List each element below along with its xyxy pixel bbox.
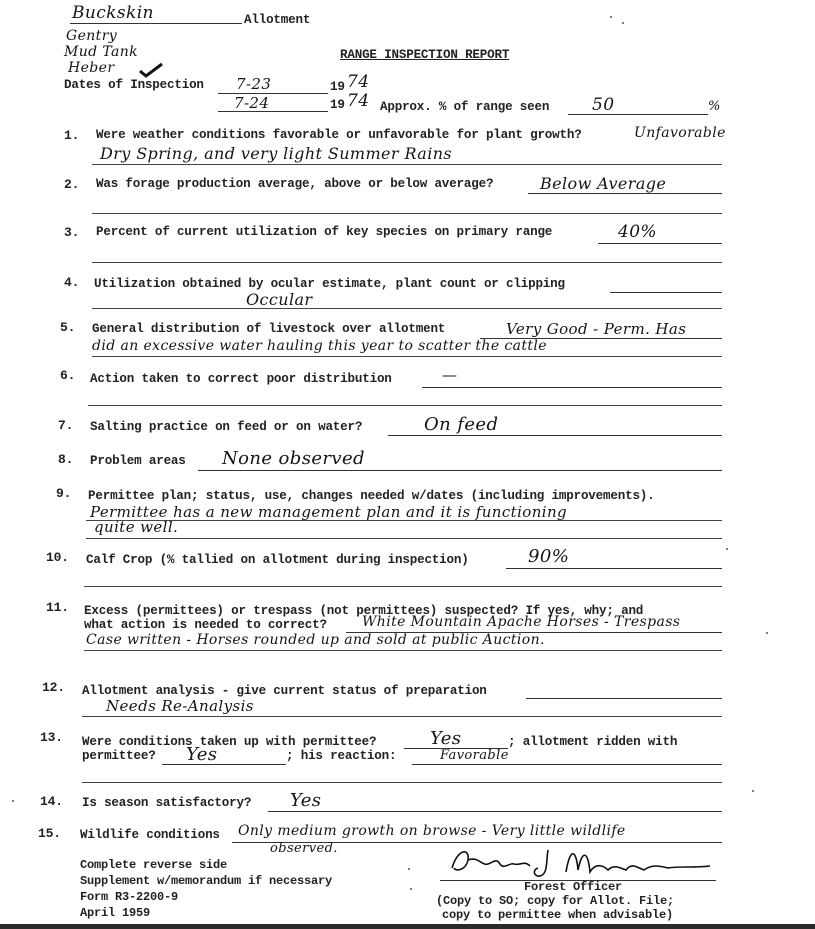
- allotment-name-1: Buckskin: [72, 3, 154, 23]
- question-13-answer: Yes: [430, 728, 462, 749]
- question-5-answer: Very Good - Perm. Has: [506, 320, 687, 338]
- report-title: RANGE INSPECTION REPORT: [340, 48, 510, 62]
- question-13-text: Were conditions taken up with permittee?: [82, 735, 377, 749]
- question-10-number: 10.: [46, 550, 69, 565]
- question-11-answer: White Mountain Apache Horses - Trespass: [362, 614, 681, 630]
- question-1-answer: Unfavorable: [634, 125, 726, 141]
- checkmark-icon: [138, 62, 164, 78]
- footer-supplement: Supplement w/memorandum if necessary: [80, 874, 333, 888]
- question-12-text: Allotment analysis - give current status of preparation: [82, 684, 487, 698]
- question-7-answer: On feed: [424, 414, 499, 435]
- question-11-answer-line-2: Case written - Horses rounded up and sold at public Auction.: [86, 632, 545, 648]
- question-2-text: Was forage production average, above or below average?: [96, 177, 494, 191]
- question-6-answer: —: [442, 366, 458, 384]
- question-13-number: 13.: [40, 730, 63, 745]
- question-3-answer: 40%: [618, 222, 657, 242]
- question-1-answer-line-2: Dry Spring, and very light Summer Rains: [100, 144, 453, 163]
- inspection-date-1: 7-23: [236, 75, 272, 93]
- question-15-answer-line-2: observed.: [270, 841, 338, 856]
- question-8-number: 8.: [58, 452, 74, 467]
- allotment-label: Allotment: [244, 13, 311, 27]
- question-5-number: 5.: [60, 320, 76, 335]
- question-4-answer: Occular: [246, 290, 313, 309]
- question-11-number: 11.: [46, 600, 69, 615]
- question-1-number: 1.: [64, 128, 80, 143]
- question-14-answer: Yes: [290, 790, 322, 811]
- year-label-2: 19: [330, 98, 345, 112]
- question-5-text: General distribution of livestock over allotment: [92, 322, 446, 336]
- scan-bottom-edge: [0, 924, 815, 929]
- question-4-text: Utilization obtained by ocular estimate, plant count or clipping: [94, 277, 565, 291]
- inspection-date-2: 7-24: [234, 94, 270, 112]
- question-15-text: Wildlife conditions: [80, 828, 220, 842]
- dates-of-inspection-label: Dates of Inspection: [64, 78, 204, 92]
- percent-range-seen: 50: [592, 95, 615, 115]
- question-13-text-line-3: ; his reaction:: [286, 749, 397, 763]
- question-11-text-line-2: what action is needed to correct?: [84, 618, 327, 632]
- question-1-text: Were weather conditions favorable or unfavorable for plant growth?: [96, 128, 582, 142]
- question-2-answer: Below Average: [540, 174, 667, 193]
- question-9-number: 9.: [56, 486, 72, 501]
- question-5-answer-line-2: did an excessive water hauling this year to scatter the cattle: [92, 338, 547, 354]
- question-4-number: 4.: [64, 275, 80, 290]
- question-11-text: Excess (permittees) or trespass (not permittees) suspected? If yes, why; and: [84, 604, 644, 618]
- copy-note-line-2: copy to permittee when advisable): [442, 908, 674, 922]
- question-13-text-line-2: permittee?: [82, 749, 156, 763]
- question-8-text: Problem areas: [90, 454, 186, 468]
- question-3-number: 3.: [64, 225, 80, 240]
- question-14-number: 14.: [40, 794, 63, 809]
- question-12-answer: Needs Re-Analysis: [106, 697, 254, 715]
- question-7-number: 7.: [58, 418, 74, 433]
- question-13-text-mid: ; allotment ridden with: [508, 735, 678, 749]
- question-9-text: Permittee plan; status, use, changes needed w/dates (including improvements).: [88, 489, 655, 503]
- question-15-answer: Only medium growth on browse - Very little wildlife: [238, 823, 626, 839]
- footer-form-date: April 1959: [80, 906, 151, 920]
- approx-range-seen-label: Approx. % of range seen: [380, 100, 550, 114]
- question-14-text: Is season satisfactory?: [82, 796, 252, 810]
- question-2-number: 2.: [64, 177, 80, 192]
- question-9-answer: Permittee has a new management plan and it is functioning: [90, 503, 568, 521]
- allotment-name-2: Gentry: [66, 28, 118, 44]
- copy-note-line-1: (Copy to SO; copy for Allot. File;: [436, 894, 675, 908]
- question-6-number: 6.: [60, 368, 76, 383]
- forest-officer-label: Forest Officer: [524, 880, 623, 894]
- question-3-text: Percent of current utilization of key species on primary range: [96, 225, 553, 239]
- year-2: 74: [347, 91, 370, 111]
- percent-sign: %: [708, 99, 721, 114]
- question-15-number: 15.: [38, 826, 61, 841]
- allotment-name-4: Heber: [68, 60, 115, 76]
- allotment-name-3: Mud Tank: [64, 44, 139, 60]
- footer-form-number: Form R3-2200-9: [80, 890, 179, 904]
- footer-complete-reverse: Complete reverse side: [80, 858, 228, 872]
- year-1: 74: [347, 72, 370, 92]
- question-13-answer-line-3: Favorable: [440, 748, 509, 763]
- question-6-text: Action taken to correct poor distribution: [90, 372, 392, 386]
- question-8-answer: None observed: [222, 448, 365, 469]
- question-12-number: 12.: [42, 680, 65, 695]
- question-10-answer: 90%: [528, 546, 570, 567]
- question-7-text: Salting practice on feed or on water?: [90, 420, 363, 434]
- officer-signature: [448, 844, 718, 880]
- question-10-text: Calf Crop (% tallied on allotment during inspection): [86, 553, 469, 567]
- question-9-answer-line-2: quite well.: [94, 518, 179, 536]
- year-label-1: 19: [330, 80, 345, 94]
- question-13-answer-line-2: Yes: [186, 744, 218, 765]
